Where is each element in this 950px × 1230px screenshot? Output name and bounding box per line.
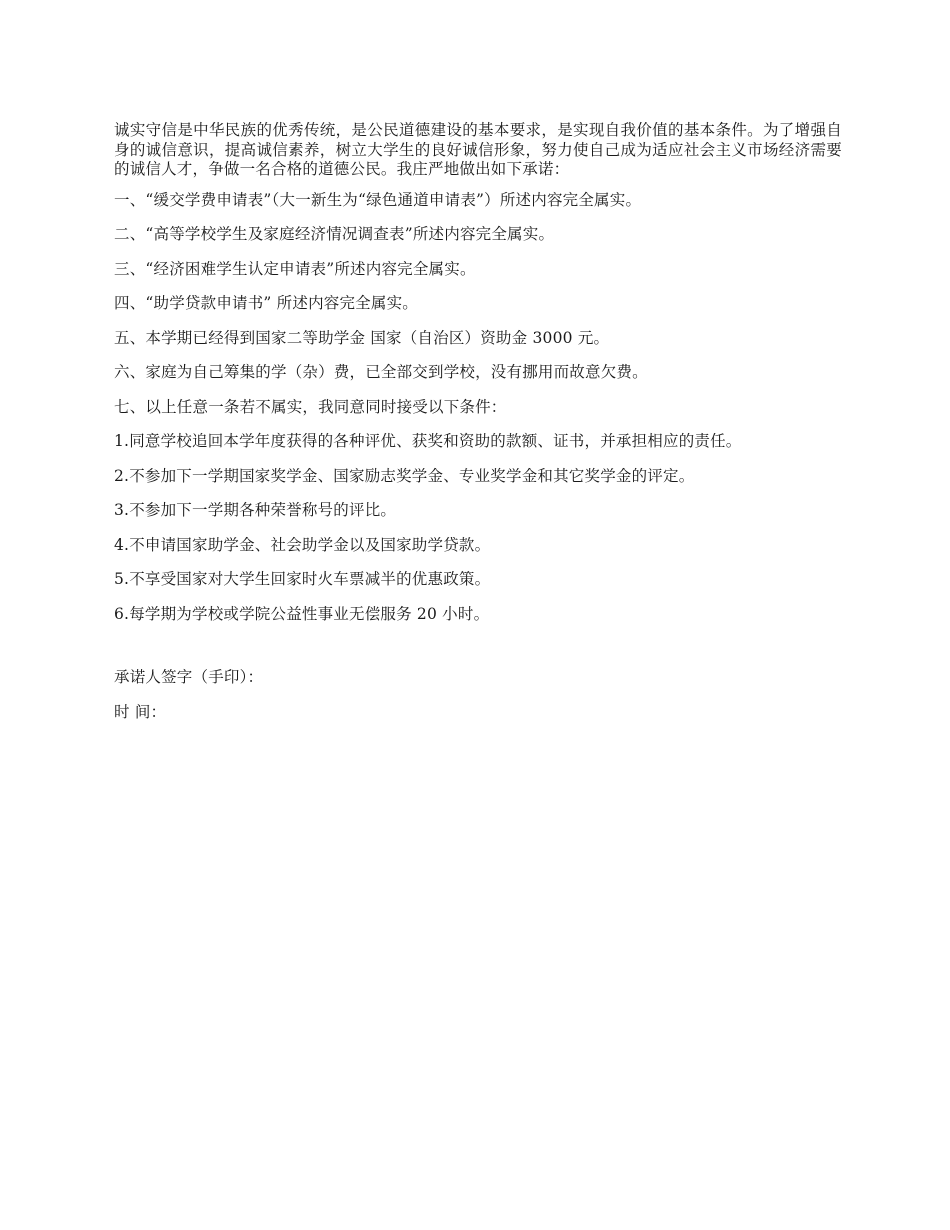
condition-5: 5.不享受国家对大学生回家时火车票减半的优惠政策。	[114, 570, 491, 588]
commitment-2: 二、“高等学校学生及家庭经济情况调查表”所述内容完全属实。	[114, 225, 555, 243]
commitment-4: 四、“助学贷款申请书” 所述内容完全属实。	[114, 294, 418, 312]
document-page	[114, 121, 842, 737]
intro-paragraph: 诚实守信是中华民族的优秀传统，是公民道德建设的基本要求，是实现自我价值的基本条件。为了增强自身的诚信意识，提高诚信素养，树立大学生的良好诚信形象，努力使自己成为适应社会主义市场经济需要的诚信人才，争做一名合格的道德公民。我庄严地做出如下承诺：	[114, 121, 842, 178]
commitment-6: 六、家庭为自己筹集的学（杂）费，已全部交到学校，没有挪用而故意欠费。	[114, 363, 648, 381]
commitment-3: 三、“经济困难学生认定申请表”所述内容完全属实。	[114, 259, 476, 278]
condition-4: 4.不申请国家助学金、社会助学金以及国家助学贷款。	[114, 535, 491, 554]
commitment-7: 七、以上任意一条若不属实，我同意同时接受以下条件：	[114, 397, 507, 416]
condition-3: 3.不参加下一学期各种荣誉称号的评比。	[114, 501, 397, 519]
condition-6: 6.每学期为学校或学院公益性事业无偿服务 20 小时。	[114, 604, 490, 623]
condition-2: 2.不参加下一学期国家奖学金、国家励志奖学金、专业奖学金和其它奖学金的评定。	[114, 466, 695, 485]
commitment-1: 一、“缓交学费申请表”（大一新生为“绿色通道申请表”）所述内容完全属实。	[114, 190, 642, 209]
condition-1: 1.同意学校追回本学年度获得的各种评优、获奖和资助的款额、证书，并承担相应的责任。	[114, 432, 742, 450]
date-label: 时 间：	[114, 702, 167, 721]
signature-label: 承诺人签字（手印）：	[114, 668, 264, 686]
commitment-5: 五、本学期已经得到国家二等助学金 国家（自治区）资助金 3000 元。	[114, 328, 610, 347]
